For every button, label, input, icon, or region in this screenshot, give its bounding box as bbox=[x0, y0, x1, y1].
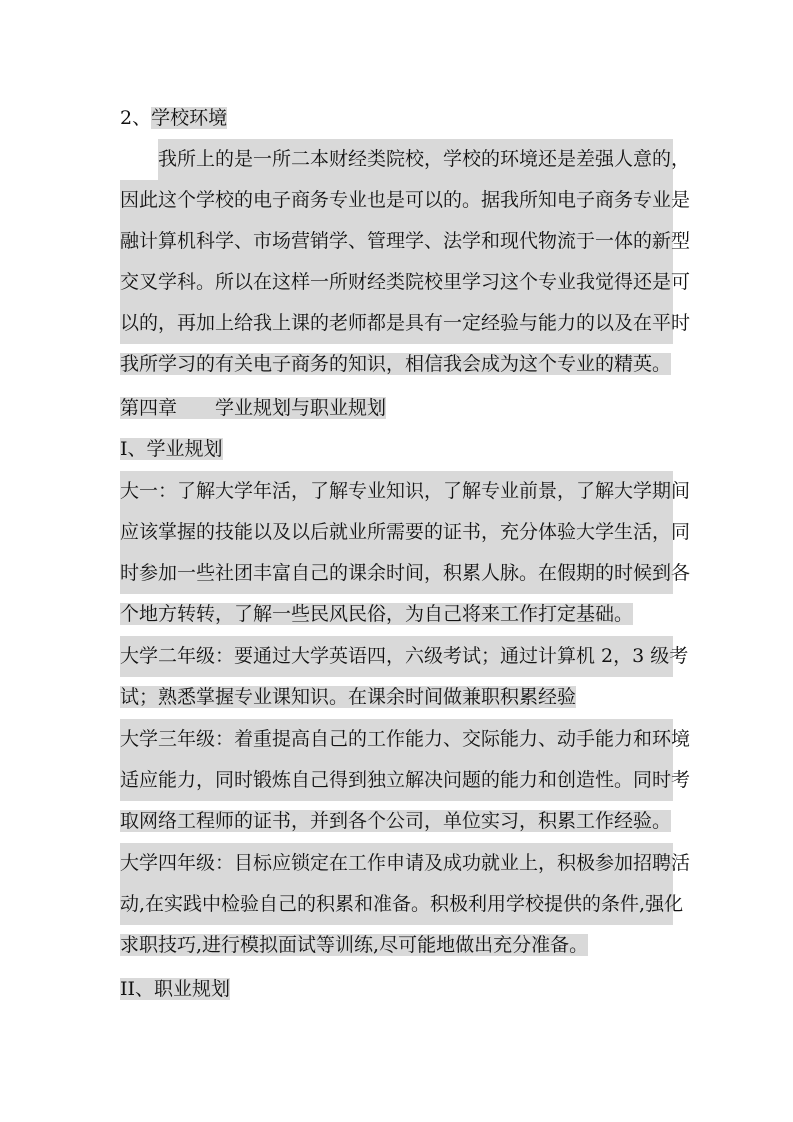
year4-line bbox=[120, 925, 588, 966]
paragraph-text: 大学二年级：要通过大学英语四，六级考试；通过计算机 2，3 级考 bbox=[120, 636, 673, 677]
paragraph-line bbox=[120, 303, 691, 344]
year1-line bbox=[120, 471, 691, 512]
chapter-heading bbox=[120, 388, 386, 429]
paragraph-text: 以的，再加上给我上课的老师都是具有一定经验与能力的以及在平时 bbox=[120, 303, 673, 344]
paragraph-line bbox=[120, 262, 691, 303]
year4-line bbox=[120, 843, 691, 884]
subsection-heading-career bbox=[120, 969, 230, 1010]
subsection-title: II、职业规划 bbox=[120, 978, 231, 1000]
section-title: 学校环境 bbox=[151, 107, 228, 129]
year2-line bbox=[120, 636, 689, 677]
paragraph-text: 试；熟悉掌握专业课知识。在课余时间做兼职积累经验 bbox=[120, 686, 577, 708]
year4-line bbox=[120, 884, 684, 925]
paragraph-text: 我所学习的有关电子商务的知识，相信我会成为这个专业的精英。 bbox=[120, 353, 672, 375]
paragraph-text: 应该掌握的技能以及以后就业所需要的证书，充分体验大学生活，同 bbox=[120, 512, 673, 553]
paragraph-text: 因此这个学校的电子商务专业也是可以的。据我所知电子商务专业是 bbox=[120, 180, 673, 221]
paragraph-text: 时参加一些社团丰富自己的课余时间，积累人脉。在假期的时候到各 bbox=[120, 553, 673, 594]
year3-line bbox=[120, 760, 691, 801]
paragraph-text: 交叉学科。所以在这样一所财经类院校里学习这个专业我觉得还是可 bbox=[120, 262, 673, 303]
subsection-heading-academic bbox=[120, 429, 223, 470]
chapter-title: 第四章 学业规划与职业规划 bbox=[120, 397, 387, 419]
year3-line bbox=[120, 801, 671, 842]
paragraph-line bbox=[120, 221, 691, 262]
year1-line bbox=[120, 512, 691, 553]
paragraph-text: 大学四年级：目标应锁定在工作申请及成功就业上，积极参加招聘活 bbox=[120, 843, 673, 884]
paragraph-line bbox=[158, 139, 691, 180]
paragraph-text: 个地方转转，了解一些民风民俗，为自己将来工作打定基础。 bbox=[120, 603, 634, 625]
paragraph-text: 融计算机科学、市场营销学、管理学、法学和现代物流于一体的新型 bbox=[120, 221, 673, 262]
paragraph-text: 我所上的是一所二本财经类院校，学校的环境还是差强人意的， bbox=[158, 139, 673, 180]
paragraph-text: 大一：了解大学年活，了解专业知识，了解专业前景，了解大学期间 bbox=[120, 471, 673, 512]
paragraph-line bbox=[120, 344, 671, 385]
section-heading-school-environment bbox=[120, 98, 227, 139]
section-number: 2、 bbox=[120, 107, 152, 129]
paragraph-text: 求职技巧,进行模拟面试等训练,尽可能地做出充分准备。 bbox=[120, 934, 589, 956]
paragraph-text: 动,在实践中检验自己的积累和准备。积极利用学校提供的条件,强化 bbox=[120, 884, 673, 925]
year1-line bbox=[120, 553, 691, 594]
paragraph-text: 大学三年级：着重提高自己的工作能力、交际能力、动手能力和环境 bbox=[120, 719, 673, 760]
paragraph-text: 适应能力，同时锻炼自己得到独立解决问题的能力和创造性。同时考 bbox=[120, 760, 673, 801]
paragraph-text: 取网络工程师的证书，并到各个公司，单位实习，积累工作经验。 bbox=[120, 810, 672, 832]
year3-line bbox=[120, 719, 691, 760]
year2-line bbox=[120, 677, 576, 718]
subsection-title: I、学业规划 bbox=[120, 438, 223, 460]
year1-line bbox=[120, 594, 633, 635]
paragraph-line bbox=[120, 180, 691, 221]
